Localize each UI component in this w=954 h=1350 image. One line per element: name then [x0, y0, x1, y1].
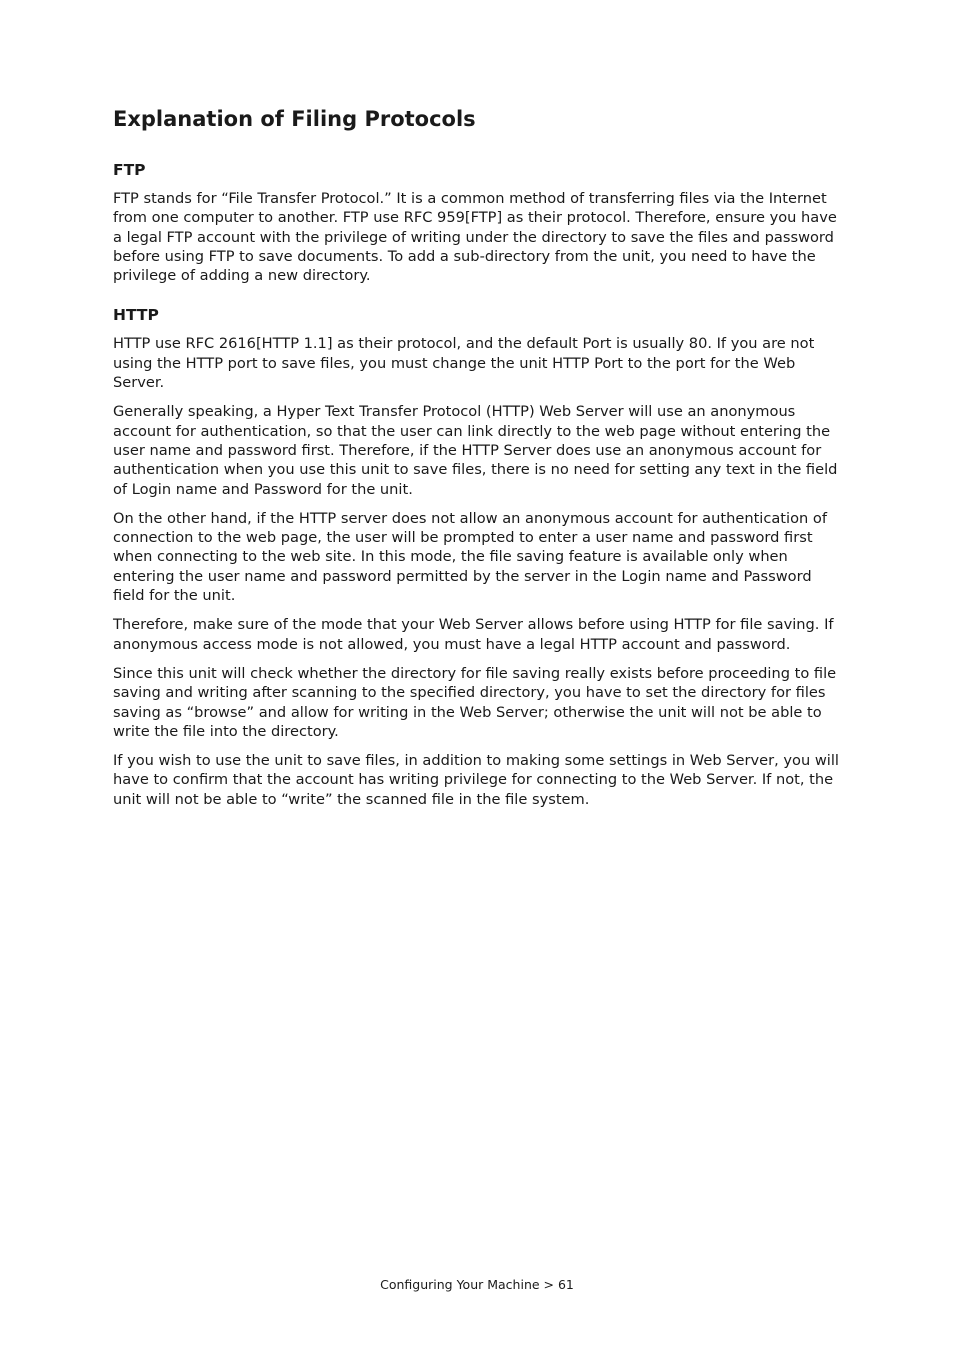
- section-heading-ftp: FTP: [113, 161, 146, 179]
- section-heading-http: HTTP: [113, 306, 159, 325]
- paragraph-http-4: Therefore, make sure of the mode that your Web Server allows before using HTTP for file saving. If anonymous access mode is not allowed, you must have a legal HTTP account and password.: [113, 616, 834, 653]
- document-page: [113, 104, 843, 829]
- paragraph-http-5: Since this unit will check whether the directory for file saving really exists before proceeding to file saving and writing after scanning to the specified directory, you have to set the directory for files saving as “browse” and allow for writing in the Web Server; otherwise the unit will not be able to write the file into the directory.: [113, 664, 837, 740]
- paragraph-http-3: On the other hand, if the HTTP server does not allow an anonymous account for authentication of connection to the web page, the user will be prompted to enter a user name and password first when connecting to the web site. In this mode, the file saving feature is available only when entering the user name and password permitted by the server in the Login name and Password field for the unit.: [113, 509, 827, 605]
- section-http: [113, 305, 843, 809]
- page-title: Explanation of Filing Protocols: [113, 107, 476, 131]
- paragraph-http-2: Generally speaking, a Hyper Text Transfer Protocol (HTTP) Web Server will use an anonymous account for authentication, so that the user can link directly to the web page without entering the user name and password first. Therefore, if the HTTP Server does use an anonymous account for authentication when you use this unit to save files, there is no need for setting any text in the field of Login name and Password for the unit.: [113, 403, 838, 498]
- paragraph-http-6: If you wish to use the unit to save files, in addition to making some settings in Web Server, you will have to confirm that the account has writing privilege for connecting to the Web Server. If not, the unit will not be able to “write” the scanned file in the file system.: [113, 752, 839, 808]
- section-ftp: [113, 160, 843, 285]
- paragraph-ftp-1: FTP stands for “File Transfer Protocol.” It is a common method of transferring files via the Internet from one computer to another. FTP use RFC 959[FTP] as their protocol. Therefore, ensure you have a legal FTP account with the privilege of writing under the directory to save the files and password before using FTP to save documents. To add a sub-directory from the unit, you need to have the privilege of adding a new directory.: [113, 190, 837, 285]
- page-footer: Configuring Your Machine > 61: [380, 1277, 574, 1292]
- paragraph-http-1: HTTP use RFC 2616[HTTP 1.1] as their protocol, and the default Port is usually 80. If you are not using the HTTP port to save files, you must change the unit HTTP Port to the port for the Web Server.: [113, 335, 815, 392]
